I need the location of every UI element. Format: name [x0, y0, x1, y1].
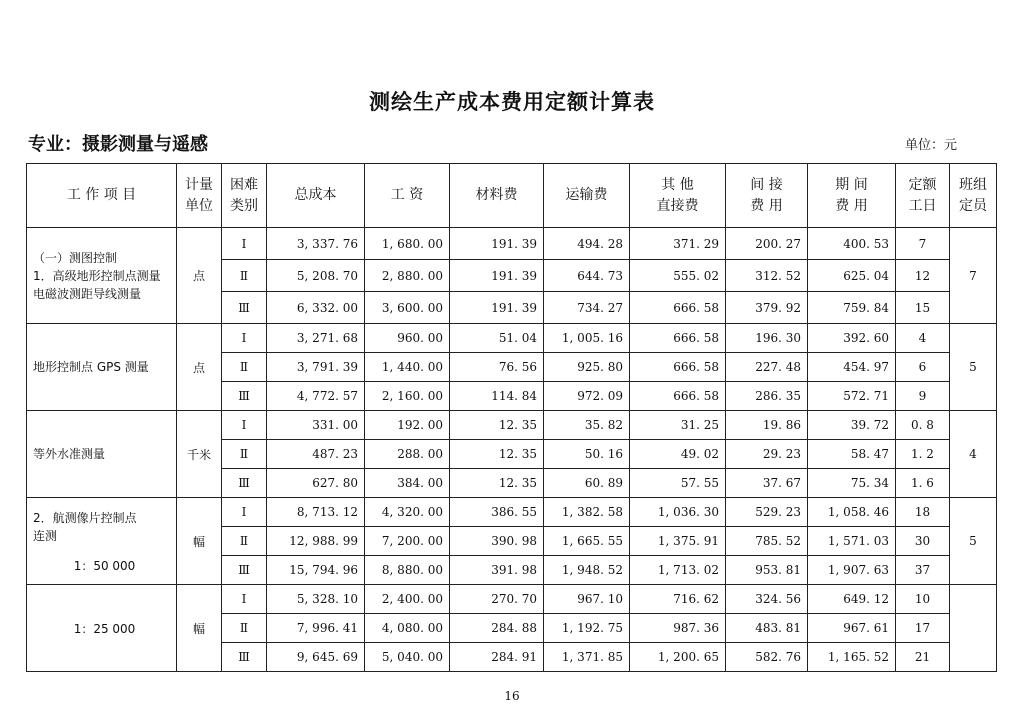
total-cost-cell: 3, 271. 68 — [267, 324, 365, 353]
unit-cell: 千米 — [177, 411, 222, 498]
specialty-subtitle: 专业：摄影测量与遥感 — [28, 134, 208, 155]
other-direct-cell: 666. 58 — [630, 353, 726, 382]
quota-days-cell: 7 — [896, 228, 950, 260]
difficulty-cell: Ⅱ — [222, 260, 267, 292]
indirect-cell: 19. 86 — [726, 411, 808, 440]
difficulty-cell: Ⅱ — [222, 527, 267, 556]
quota-days-cell: 0. 8 — [896, 411, 950, 440]
difficulty-cell: Ⅲ — [222, 643, 267, 672]
wage-cell: 960. 00 — [365, 324, 450, 353]
wage-cell: 1, 440. 00 — [365, 353, 450, 382]
material-cell: 386. 55 — [450, 498, 544, 527]
material-cell: 391. 98 — [450, 556, 544, 585]
wage-cell: 288. 00 — [365, 440, 450, 469]
total-cost-cell: 15, 794. 96 — [267, 556, 365, 585]
work-item-line: 等外水准测量 — [33, 447, 106, 461]
transport-cell: 1, 371. 85 — [544, 643, 630, 672]
material-cell: 270. 70 — [450, 585, 544, 614]
other-direct-cell: 1, 200. 65 — [630, 643, 726, 672]
crew-cell: 4 — [950, 411, 997, 498]
header-material: 材料费 — [450, 164, 544, 228]
difficulty-cell: Ⅰ — [222, 585, 267, 614]
other-direct-cell: 49. 02 — [630, 440, 726, 469]
header-indirect: 间 接 费 用 — [726, 164, 808, 228]
indirect-cell: 785. 52 — [726, 527, 808, 556]
table-header-row — [27, 164, 997, 228]
header-wage: 工 资 — [365, 164, 450, 228]
transport-cell: 50. 16 — [544, 440, 630, 469]
difficulty-cell: Ⅰ — [222, 498, 267, 527]
wage-cell: 1, 680. 00 — [365, 228, 450, 260]
wage-cell: 3, 600. 00 — [365, 292, 450, 324]
wage-cell: 192. 00 — [365, 411, 450, 440]
wage-cell: 384. 00 — [365, 469, 450, 498]
transport-cell: 734. 27 — [544, 292, 630, 324]
indirect-cell: 953. 81 — [726, 556, 808, 585]
work-item-line: 地形控制点 GPS 测量 — [33, 360, 149, 374]
indirect-cell: 483. 81 — [726, 614, 808, 643]
scale-ratio: 1：25 000 — [73, 621, 136, 636]
transport-cell: 644. 73 — [544, 260, 630, 292]
transport-cell: 1, 192. 75 — [544, 614, 630, 643]
period-cell: 454. 97 — [808, 353, 896, 382]
period-cell: 649. 12 — [808, 585, 896, 614]
indirect-cell: 196. 30 — [726, 324, 808, 353]
quota-days-cell: 21 — [896, 643, 950, 672]
period-cell: 392. 60 — [808, 324, 896, 353]
difficulty-cell: Ⅲ — [222, 556, 267, 585]
indirect-cell: 286. 35 — [726, 382, 808, 411]
total-cost-cell: 9, 645. 69 — [267, 643, 365, 672]
difficulty-cell: Ⅱ — [222, 614, 267, 643]
unit-cell: 幅 — [177, 498, 222, 585]
wage-cell: 4, 320. 00 — [365, 498, 450, 527]
header-work-item: 工 作 项 目 — [27, 164, 177, 228]
quota-days-cell: 10 — [896, 585, 950, 614]
period-cell: 759. 84 — [808, 292, 896, 324]
indirect-cell: 582. 76 — [726, 643, 808, 672]
other-direct-cell: 1, 375. 91 — [630, 527, 726, 556]
other-direct-cell: 666. 58 — [630, 382, 726, 411]
work-item-line: 电磁波测距导线测量 — [33, 286, 142, 301]
quota-days-cell: 1. 2 — [896, 440, 950, 469]
material-cell: 12. 35 — [450, 440, 544, 469]
quota-days-cell: 30 — [896, 527, 950, 556]
crew-cell: 5 — [950, 498, 997, 585]
table-row — [27, 324, 997, 353]
other-direct-cell: 57. 55 — [630, 469, 726, 498]
work-item-line: 2．航测像片控制点 — [33, 510, 137, 525]
work-item-cell — [27, 498, 177, 585]
work-item-line: （一）测图控制 — [33, 250, 118, 265]
other-direct-cell: 555. 02 — [630, 260, 726, 292]
indirect-cell: 529. 23 — [726, 498, 808, 527]
material-cell: 12. 35 — [450, 469, 544, 498]
difficulty-cell: Ⅰ — [222, 324, 267, 353]
transport-cell: 972. 09 — [544, 382, 630, 411]
period-cell: 39. 72 — [808, 411, 896, 440]
other-direct-cell: 1, 036. 30 — [630, 498, 726, 527]
header-quota-days: 定额 工日 — [896, 164, 950, 228]
transport-cell: 60. 89 — [544, 469, 630, 498]
currency-unit-label: 单位：元 — [905, 138, 958, 153]
page-number: 16 — [504, 689, 520, 703]
difficulty-cell: Ⅰ — [222, 411, 267, 440]
wage-cell: 5, 040. 00 — [365, 643, 450, 672]
wage-cell: 2, 880. 00 — [365, 260, 450, 292]
unit-cell: 幅 — [177, 585, 222, 672]
table-row — [27, 498, 997, 527]
total-cost-cell: 627. 80 — [267, 469, 365, 498]
total-cost-cell: 12, 988. 99 — [267, 527, 365, 556]
period-cell: 1, 058. 46 — [808, 498, 896, 527]
indirect-cell: 227. 48 — [726, 353, 808, 382]
other-direct-cell: 716. 62 — [630, 585, 726, 614]
transport-cell: 494. 28 — [544, 228, 630, 260]
total-cost-cell: 3, 791. 39 — [267, 353, 365, 382]
quota-days-cell: 9 — [896, 382, 950, 411]
difficulty-cell: Ⅲ — [222, 292, 267, 324]
total-cost-cell: 6, 332. 00 — [267, 292, 365, 324]
period-cell: 400. 53 — [808, 228, 896, 260]
document-title: 测绘生产成本费用定额计算表 — [369, 90, 655, 114]
total-cost-cell: 4, 772. 57 — [267, 382, 365, 411]
other-direct-cell: 987. 36 — [630, 614, 726, 643]
wage-cell: 2, 160. 00 — [365, 382, 450, 411]
difficulty-cell: Ⅱ — [222, 353, 267, 382]
quota-days-cell: 12 — [896, 260, 950, 292]
indirect-cell: 37. 67 — [726, 469, 808, 498]
header-crew: 班组 定员 — [950, 164, 997, 228]
material-cell: 390. 98 — [450, 527, 544, 556]
other-direct-cell: 1, 713. 02 — [630, 556, 726, 585]
indirect-cell: 200. 27 — [726, 228, 808, 260]
table-row — [27, 411, 997, 440]
header-period: 期 间 费 用 — [808, 164, 896, 228]
work-item-line: 连测 — [33, 528, 58, 543]
quota-days-cell: 37 — [896, 556, 950, 585]
material-cell: 114. 84 — [450, 382, 544, 411]
transport-cell: 1, 948. 52 — [544, 556, 630, 585]
total-cost-cell: 487. 23 — [267, 440, 365, 469]
other-direct-cell: 371. 29 — [630, 228, 726, 260]
work-item-cell — [27, 585, 177, 672]
total-cost-cell: 8, 713. 12 — [267, 498, 365, 527]
difficulty-cell: Ⅰ — [222, 228, 267, 260]
total-cost-cell: 5, 208. 70 — [267, 260, 365, 292]
material-cell: 284. 88 — [450, 614, 544, 643]
header-total-cost: 总成本 — [267, 164, 365, 228]
transport-cell: 35. 82 — [544, 411, 630, 440]
total-cost-cell: 331. 00 — [267, 411, 365, 440]
crew-cell: 5 — [950, 324, 997, 411]
period-cell: 75. 34 — [808, 469, 896, 498]
difficulty-cell: Ⅲ — [222, 469, 267, 498]
period-cell: 58. 47 — [808, 440, 896, 469]
transport-cell: 925. 80 — [544, 353, 630, 382]
total-cost-cell: 7, 996. 41 — [267, 614, 365, 643]
header-other-direct: 其 他 直接费 — [630, 164, 726, 228]
header-unit: 计量 单位 — [177, 164, 222, 228]
scale-ratio: 1：50 000 — [73, 558, 136, 573]
material-cell: 51. 04 — [450, 324, 544, 353]
period-cell: 1, 907. 63 — [808, 556, 896, 585]
quota-days-cell: 17 — [896, 614, 950, 643]
total-cost-cell: 3, 337. 76 — [267, 228, 365, 260]
other-direct-cell: 666. 58 — [630, 292, 726, 324]
work-item-line: 1．高级地形控制点测量 — [33, 268, 161, 283]
quota-days-cell: 4 — [896, 324, 950, 353]
material-cell: 191. 39 — [450, 260, 544, 292]
quota-days-cell: 6 — [896, 353, 950, 382]
material-cell: 284. 91 — [450, 643, 544, 672]
crew-cell — [950, 585, 997, 672]
other-direct-cell: 31. 25 — [630, 411, 726, 440]
wage-cell: 7, 200. 00 — [365, 527, 450, 556]
header-transport: 运输费 — [544, 164, 630, 228]
other-direct-cell: 666. 58 — [630, 324, 726, 353]
transport-cell: 1, 665. 55 — [544, 527, 630, 556]
period-cell: 967. 61 — [808, 614, 896, 643]
period-cell: 625. 04 — [808, 260, 896, 292]
quota-days-cell: 1. 6 — [896, 469, 950, 498]
cost-quota-table — [26, 163, 997, 672]
material-cell: 191. 39 — [450, 292, 544, 324]
indirect-cell: 29. 23 — [726, 440, 808, 469]
indirect-cell: 324. 56 — [726, 585, 808, 614]
wage-cell: 2, 400. 00 — [365, 585, 450, 614]
wage-cell: 4, 080. 00 — [365, 614, 450, 643]
total-cost-cell: 5, 328. 10 — [267, 585, 365, 614]
unit-cell: 点 — [177, 228, 222, 324]
work-item-cell — [27, 324, 177, 411]
table-row — [27, 228, 997, 260]
material-cell: 191. 39 — [450, 228, 544, 260]
material-cell: 12. 35 — [450, 411, 544, 440]
quota-days-cell: 18 — [896, 498, 950, 527]
indirect-cell: 379. 92 — [726, 292, 808, 324]
period-cell: 1, 165. 52 — [808, 643, 896, 672]
difficulty-cell: Ⅲ — [222, 382, 267, 411]
work-item-cell — [27, 228, 177, 324]
transport-cell: 1, 382. 58 — [544, 498, 630, 527]
transport-cell: 1, 005. 16 — [544, 324, 630, 353]
period-cell: 1, 571. 03 — [808, 527, 896, 556]
table-row — [27, 585, 997, 614]
period-cell: 572. 71 — [808, 382, 896, 411]
difficulty-cell: Ⅱ — [222, 440, 267, 469]
indirect-cell: 312. 52 — [726, 260, 808, 292]
work-item-cell — [27, 411, 177, 498]
material-cell: 76. 56 — [450, 353, 544, 382]
crew-cell: 7 — [950, 228, 997, 324]
quota-days-cell: 15 — [896, 292, 950, 324]
header-difficulty: 困难 类别 — [222, 164, 267, 228]
transport-cell: 967. 10 — [544, 585, 630, 614]
wage-cell: 8, 880. 00 — [365, 556, 450, 585]
unit-cell: 点 — [177, 324, 222, 411]
